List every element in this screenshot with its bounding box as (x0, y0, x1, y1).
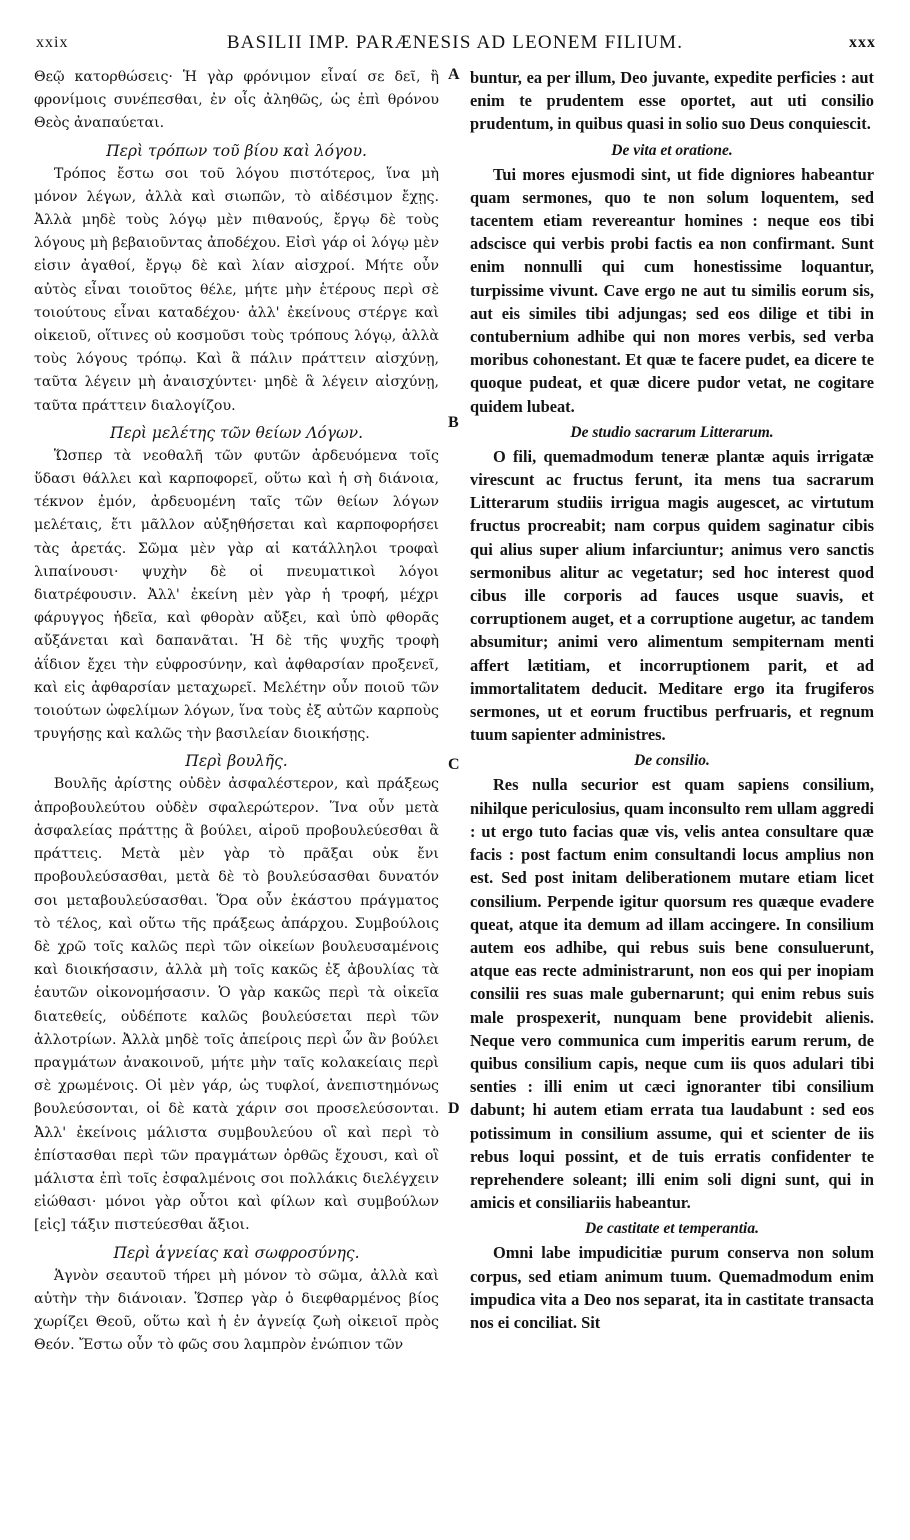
margin-marker-a: A (448, 66, 460, 83)
page-number-right: xxx (849, 34, 876, 51)
margin-marker-b: B (448, 414, 459, 431)
latin-paragraph-castitate: Omni labe impudicitiæ purum conserva non solum corpus, sed etiam animum tuum. Quemadmodum enim impudica vita a Deo nos separat, ita in castitate transacta nos ei conciliat. Sit (470, 1243, 874, 1332)
margin-marker-d: D (448, 1100, 460, 1117)
latin-heading-studio: De studio sacrarum Litterarum. (570, 423, 774, 441)
greek-paragraph-vita: Τρόπος ἔστω σοι τοῦ λόγου πιστότερος, ἵνα μὴ μόνον λέγων, ἀλλὰ καὶ σιωπῶν, τὸ αἰδέσιμον ἔχῃς. Ἀλλὰ μηδὲ τοὺς λόγῳ μὲν πιθανούς, ἔργῳ δὲ τοὺς λόγους μὴ βεβαιοῦντας ἀποδέχου. Εἰσὶ γάρ οἱ λόγῳ μὲν εἰσιν ἀγαθοί, ἔργῳ δὲ καὶ λίαν αἰσχροί. Μήτε οὖν αὐτὸς εἶναι τοιοῦτος θέλε, μήτε μὴν ἑτέρους περὶ σὲ τοιούτους εἶναι καταδέχου· ἀλλ' ἐκείνους στέργε καὶ οἰκειοῦ, οἵτινες οὐ κοσμοῦσι τοὺς τρόπους λόγῳ, ἀλλὰ τοὺς λόγους τρόπῳ. Καὶ ἃ πάλιν πράττειν αἰσχύνῃ, ταῦτα λέγειν μὴ ἀναισχύντει· μηδὲ ἃ λέγειν αἰσχύνῃ, ταῦτα πράττειν διαλογίζου. (34, 165, 439, 414)
greek-paragraph-castitate: Ἁγνὸν σεαυτοῦ τήρει μὴ μόνον τὸ σῶμα, ἀλλὰ καὶ αὐτὴν τὴν διάνοιαν. Ὥσπερ γὰρ ὁ διεφθαρμένος βίος χωρίζει Θεοῦ, οὕτω καὶ ἡ ἐν ἁγνείᾳ ζωὴ οἰκειοῖ πρὸς Θεόν. Ἔστω οὖν τὸ φῶς σου λαμπρὸν ἐνώπιον τῶν (34, 1267, 439, 1354)
greek-heading-castitate: Περὶ ἁγνείας καὶ σωφροσύνης. (113, 1243, 360, 1262)
latin-heading-castitate: De castitate et temperantia. (585, 1220, 759, 1238)
greek-column (34, 66, 439, 1357)
latin-heading-consilio: De consilio. (634, 752, 710, 770)
running-title: BASILII IMP. PARÆNESIS AD LEONEM FILIUM. (226, 32, 684, 53)
page-number-left: xxix (36, 34, 69, 51)
latin-paragraph-consilio: Res nulla securior est quam sapiens consilium, nihilque periculosius, quam inconsulto rem ullam aggredi : ut ergo tuto facias quæ vis, velis antea consultare quæ facis : post factum enim consultandi locus amplius non est. Sed post initam deliberationem mutare etiam licet consilium. Perpende igitur quorsum res quæque evadere queat, atque ita demum ad illam accingere. In consilium autem eos adhibe, qui rebus suis bene consuluerunt, atque eas recte administrarunt, non eos qui per inopiam consilii res suas male gubernarunt; qui enim rebus suis male prospexerit, nunquam bene providebit alienis. Neque vero communica cum imperitis earum rerum, de quibus consilium capis, neque cum iis quos adulari tibi senties : illi enim ut cæci ignoranter tibi consilium dabunt; hi autem etiam errata tua laudabunt : sed eos potissimum in consilium assume, qui et scienter de iis rebus loqui possint, et de tuis erratis confidenter te reprehendere soleant; illi enim soli digni sunt, qui in amicis et consiliariis habeantur. (470, 775, 874, 1213)
latin-column (470, 66, 874, 1334)
greek-heading-consilio: Περὶ βουλῆς. (185, 752, 288, 771)
greek-paragraph-studio: Ὥσπερ τὰ νεοθαλῆ τῶν φυτῶν ἀρδευόμενα τοῖς ὕδασι θάλλει καὶ καρποφορεῖ, οὕτω καὶ ἡ σὴ διάνοια, τέκνον ἐμόν, ἀρδευομένη ταῖς τῶν θείων λόγων μελέταις, ἔτι μᾶλλον αὐξηθήσεται καὶ καρποφορήσει τὰς ἀρετάς. Σῶμα μὲν γὰρ αἱ κατάλληλοι τροφαὶ λιπαίνουσι· ψυχὴν δὲ οἱ πνευματικοὶ λόγοι διατρέφουσιν. Ἀλλ' ἐκείνη μὲν γὰρ ἡ τροφή, μέχρι φάρυγγος ἡδεῖα, καὶ φθορὰν αὔξει, καὶ ὑπὸ φθορᾶς αὔξάνεται καὶ δαπανᾶται. Ἡ δὲ τῆς ψυχῆς τροφὴ ἀΐδιον ἔχει τὴν εὐφροσύνην, καὶ ἀφθαρσίαν προξενεῖ, καὶ εἰς ἀφθαρσίαν μεταχωρεῖ. Μελέτην οὖν ποιοῦ τῶν τοιούτων ὠφελίμων λόγων, ἵνα τοὺς ἐξ αὐτῶν καρποὺς τρυγήσῃς καὶ καλῶς τὴν βασιλείαν διοικήσῃς. (34, 447, 439, 743)
greek-heading-studio: Περὶ μελέτης τῶν θείων Λόγων. (109, 423, 363, 442)
greek-intro: Θεῷ κατορθώσεις· Ἡ γὰρ φρόνιμον εἶναί σε δεῖ, ἢ φρονίμοις συνέπεσθαι, ἐν οἷς ἀληθῶς, ὡς ἐπὶ θρόνου Θεὸς ἀναπαύεται. (34, 69, 439, 132)
latin-heading-vita: De vita et oratione. (611, 141, 733, 159)
margin-marker-c: C (448, 756, 460, 773)
latin-intro: buntur, ea per illum, Deo juvante, expedite perficies : aut enim te prudentem esse oportet, aut uti consilio prudentum, in quibus quasi in solio suo Deus conquiescit. (470, 68, 874, 134)
greek-heading-vita: Περὶ τρόπων τοῦ βίου καὶ λόγου. (106, 141, 367, 160)
latin-paragraph-studio: O fili, quemadmodum teneræ plantæ aquis irrigatæ virescunt ac fructus ferunt, ita mens tua sacrarum Litterarum studiis irrigua magis augescet, ac virtutum fructus procreabit; nam corpus quidem saginatur cibis qui alius super alium infarciuntur; animus vero sanctis sermonibus alitur ac vegetatur; sed hoc interest quod cibus ille corporis ad fauces usque suavis, et corruptionem auget, et a corruptione augetur, ac tandem absumitur; animi vero alimentum sempiternam menti affert lætitiam, et incorruptionem parit, et ad immortalitatem deducit. Meditare ergo ita frugiferos sermones, ut et eorum fructibus perfruaris, et regnum tuum sapienter administres. (470, 446, 874, 745)
greek-paragraph-consilio: Βουλῆς ἀρίστης οὐδὲν ἀσφαλέστερον, καὶ πράξεως ἀπροβουλεύτου οὐδὲν σφαλερώτερον. Ἵνα οὖν μετὰ ἀσφαλείας πράττῃς ἃ βούλει, αἱροῦ προβουλεύεσθαι ἃ πράττεις. Μετὰ μὲν γὰρ τὸ πρᾶξαι οὐκ ἔνι προβουλεύσασθαι, μετὰ δὲ τὸ βουλεύσασθαι δυνατόν σοι μεταβουλεύσασθαι. Ὅρα οὖν ἑκάστου πράγματος τὸ τέλος, καὶ οὕτω τῆς πράξεως ἀπάρχου. Συμβούλοις δὲ χρῶ τοῖς καλῶς περὶ τῶν οἰκείων βουλευσαμένοις καὶ διοικήσασιν, ἀλλὰ μὴ τοῖς κακῶς ἐξ ἀβουλίας τὰ ἑαυτῶν οἰκονομήσασιν. Ὁ γὰρ κακῶς περὶ τὰ οἰκεῖα διατεθείς, οὐδέποτε καλῶς βουλεύσεται περὶ τῶν ἀλλοτρίων. Ἀλλὰ μηδὲ τοῖς ἀπείροις περὶ ὧν ἂν βούλει πραγμάτων ἀνακοινοῦ, μήτε μὴν ταῖς κολακείαις περὶ σὲ χρωμένοις. Οἱ μὲν γάρ, ὡς τυφλοί, ἀνεπιστημόνως βουλεύσονται, οἱ δὲ κατὰ χάριν σοι προσελεύσονται. Ἀλλ' ἐκείνοις μάλιστα συμβουλεύου οἳ καὶ περὶ τὸ ἐπίστασθαι περὶ τῶν πραγμάτων ὀρθῶς ἔχουσι, καὶ οἳ μάλιστα ἐπὶ τοῖς ἐσφαλμένοις σοι πολλάκις διελέγχειν εἰώθασι· μόνοι γὰρ οὗτοι καὶ φίλων καὶ συμβούλων [εἰς] τάξιν πιστεύεσθαι ἄξιοι. (34, 776, 439, 1234)
latin-paragraph-vita: Tui mores ejusmodi sint, ut fide digniores habeantur quam sermones, quo te non solum loquentem, sed tacentem etiam revereantur homines : neque eos tibi adscisce qui verbis probi factis ea non confirmant. Sunt enim nonnulli qui cum honestissime loquantur, turpissime vivunt. Cave ergo ne aut tu similis eorum sis, aut eis similes tibi adjungas; sed eos dilige et tibi in contubernium adhibe qui non mores verbis, sed verba moribus cohonestant. Et quæ te facere pudet, ea dicere te quoque pudeat, et quæ dicere pudor vetat, ne cogitare quidem lubeat. (470, 164, 874, 416)
